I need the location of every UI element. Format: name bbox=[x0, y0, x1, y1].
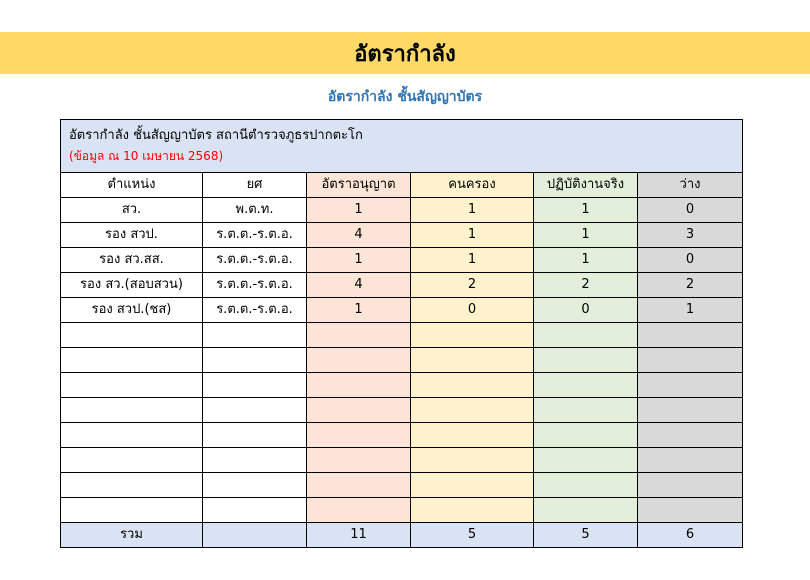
cell-actual: 0 bbox=[534, 298, 638, 323]
table-row bbox=[61, 198, 743, 223]
cell-authorized: 1 bbox=[307, 198, 411, 223]
cell-authorized bbox=[307, 348, 411, 373]
total-row bbox=[61, 523, 743, 548]
cell-authorized bbox=[307, 398, 411, 423]
cell-rank: ร.ต.ต.-ร.ต.อ. bbox=[203, 223, 307, 248]
cell-rank bbox=[203, 398, 307, 423]
empty-row bbox=[61, 398, 743, 423]
cell-position: รอง สว.(สอบสวน) bbox=[61, 273, 203, 298]
cell-actual: 1 bbox=[534, 198, 638, 223]
cell-vacant bbox=[638, 373, 743, 398]
cell-actual bbox=[534, 348, 638, 373]
cell-position: สว. bbox=[61, 198, 203, 223]
cell-authorized bbox=[307, 423, 411, 448]
cell-rank: ร.ต.ต.-ร.ต.อ. bbox=[203, 273, 307, 298]
cell-vacant bbox=[638, 323, 743, 348]
header-row bbox=[61, 173, 743, 198]
cell-holding: 2 bbox=[411, 273, 534, 298]
col-header-vacant: ว่าง bbox=[638, 173, 743, 198]
cell-actual: 2 bbox=[534, 273, 638, 298]
cell-authorized: 4 bbox=[307, 223, 411, 248]
cell-authorized bbox=[307, 498, 411, 523]
col-header-authorized: อัตราอนุญาต bbox=[307, 173, 411, 198]
cell-actual bbox=[534, 423, 638, 448]
cell-position bbox=[61, 323, 203, 348]
cell-rank bbox=[203, 323, 307, 348]
cell-rank: พ.ต.ท. bbox=[203, 198, 307, 223]
cell-vacant bbox=[638, 423, 743, 448]
manpower-table bbox=[60, 119, 743, 548]
cell-authorized bbox=[307, 373, 411, 398]
empty-row bbox=[61, 473, 743, 498]
cell-position bbox=[61, 373, 203, 398]
empty-row bbox=[61, 448, 743, 473]
cell-authorized: 1 bbox=[307, 248, 411, 273]
cell-vacant bbox=[638, 348, 743, 373]
cell-vacant bbox=[638, 448, 743, 473]
cell-vacant bbox=[638, 473, 743, 498]
table-row bbox=[61, 298, 743, 323]
cell-actual bbox=[534, 498, 638, 523]
col-header-holding: คนครอง bbox=[411, 173, 534, 198]
table-row bbox=[61, 223, 743, 248]
cell-position: รอง สวป. bbox=[61, 223, 203, 248]
cell-actual bbox=[534, 473, 638, 498]
cell-holding: 0 bbox=[411, 298, 534, 323]
empty-row bbox=[61, 498, 743, 523]
cell-position bbox=[61, 498, 203, 523]
subtitle: อัตรากำลัง ชั้นสัญญาบัตร bbox=[327, 89, 483, 105]
cell-holding bbox=[411, 498, 534, 523]
col-header-actual: ปฏิบัติงานจริง bbox=[534, 173, 638, 198]
cell-position bbox=[61, 398, 203, 423]
cell-authorized bbox=[307, 448, 411, 473]
cell-vacant: 2 bbox=[638, 273, 743, 298]
empty-row bbox=[61, 348, 743, 373]
table-row bbox=[61, 248, 743, 273]
cell-authorized bbox=[307, 323, 411, 348]
cell-authorized: 1 bbox=[307, 298, 411, 323]
col-header-rank: ยศ bbox=[203, 173, 307, 198]
cell-holding bbox=[411, 373, 534, 398]
cell-holding: 1 bbox=[411, 198, 534, 223]
total-vacant: 6 bbox=[638, 523, 743, 548]
cell-vacant bbox=[638, 498, 743, 523]
cell-rank bbox=[203, 348, 307, 373]
cell-rank bbox=[203, 373, 307, 398]
caption-title: อัตรากำลัง ชั้นสัญญาบัตร สถานีตำรวจภูธรปากตะโก bbox=[69, 128, 363, 143]
cell-vacant: 0 bbox=[638, 198, 743, 223]
cell-rank bbox=[203, 498, 307, 523]
cell-vacant bbox=[638, 398, 743, 423]
cell-holding bbox=[411, 348, 534, 373]
cell-rank bbox=[203, 473, 307, 498]
cell-rank: ร.ต.ต.-ร.ต.อ. bbox=[203, 298, 307, 323]
page-title: อัตรากำลัง bbox=[354, 41, 456, 67]
cell-rank bbox=[203, 448, 307, 473]
cell-holding: 1 bbox=[411, 248, 534, 273]
cell-actual bbox=[534, 373, 638, 398]
caption-date: (ข้อมูล ณ 10 เมษายน 2568) bbox=[69, 149, 224, 163]
cell-rank bbox=[203, 423, 307, 448]
cell-authorized bbox=[307, 473, 411, 498]
cell-actual bbox=[534, 398, 638, 423]
table-caption bbox=[61, 120, 743, 173]
cell-holding bbox=[411, 423, 534, 448]
cell-holding: 1 bbox=[411, 223, 534, 248]
cell-position: รอง สว.สส. bbox=[61, 248, 203, 273]
col-header-position: ตำแหน่ง bbox=[61, 173, 203, 198]
cell-authorized: 4 bbox=[307, 273, 411, 298]
cell-rank: ร.ต.ต.-ร.ต.อ. bbox=[203, 248, 307, 273]
empty-row bbox=[61, 423, 743, 448]
total-rank bbox=[203, 523, 307, 548]
total-actual: 5 bbox=[534, 523, 638, 548]
cell-position: รอง สวป.(ชส) bbox=[61, 298, 203, 323]
total-label: รวม bbox=[61, 523, 203, 548]
cell-vacant: 3 bbox=[638, 223, 743, 248]
cell-holding bbox=[411, 473, 534, 498]
cell-position bbox=[61, 473, 203, 498]
empty-row bbox=[61, 323, 743, 348]
cell-actual bbox=[534, 323, 638, 348]
cell-holding bbox=[411, 398, 534, 423]
cell-holding bbox=[411, 323, 534, 348]
cell-position bbox=[61, 348, 203, 373]
cell-position bbox=[61, 423, 203, 448]
cell-holding bbox=[411, 448, 534, 473]
cell-vacant: 1 bbox=[638, 298, 743, 323]
cell-vacant: 0 bbox=[638, 248, 743, 273]
total-authorized: 11 bbox=[307, 523, 411, 548]
cell-actual: 1 bbox=[534, 223, 638, 248]
cell-actual: 1 bbox=[534, 248, 638, 273]
cell-actual bbox=[534, 448, 638, 473]
title-banner bbox=[0, 32, 810, 74]
total-holding: 5 bbox=[411, 523, 534, 548]
cell-position bbox=[61, 448, 203, 473]
empty-row bbox=[61, 373, 743, 398]
table-row bbox=[61, 273, 743, 298]
